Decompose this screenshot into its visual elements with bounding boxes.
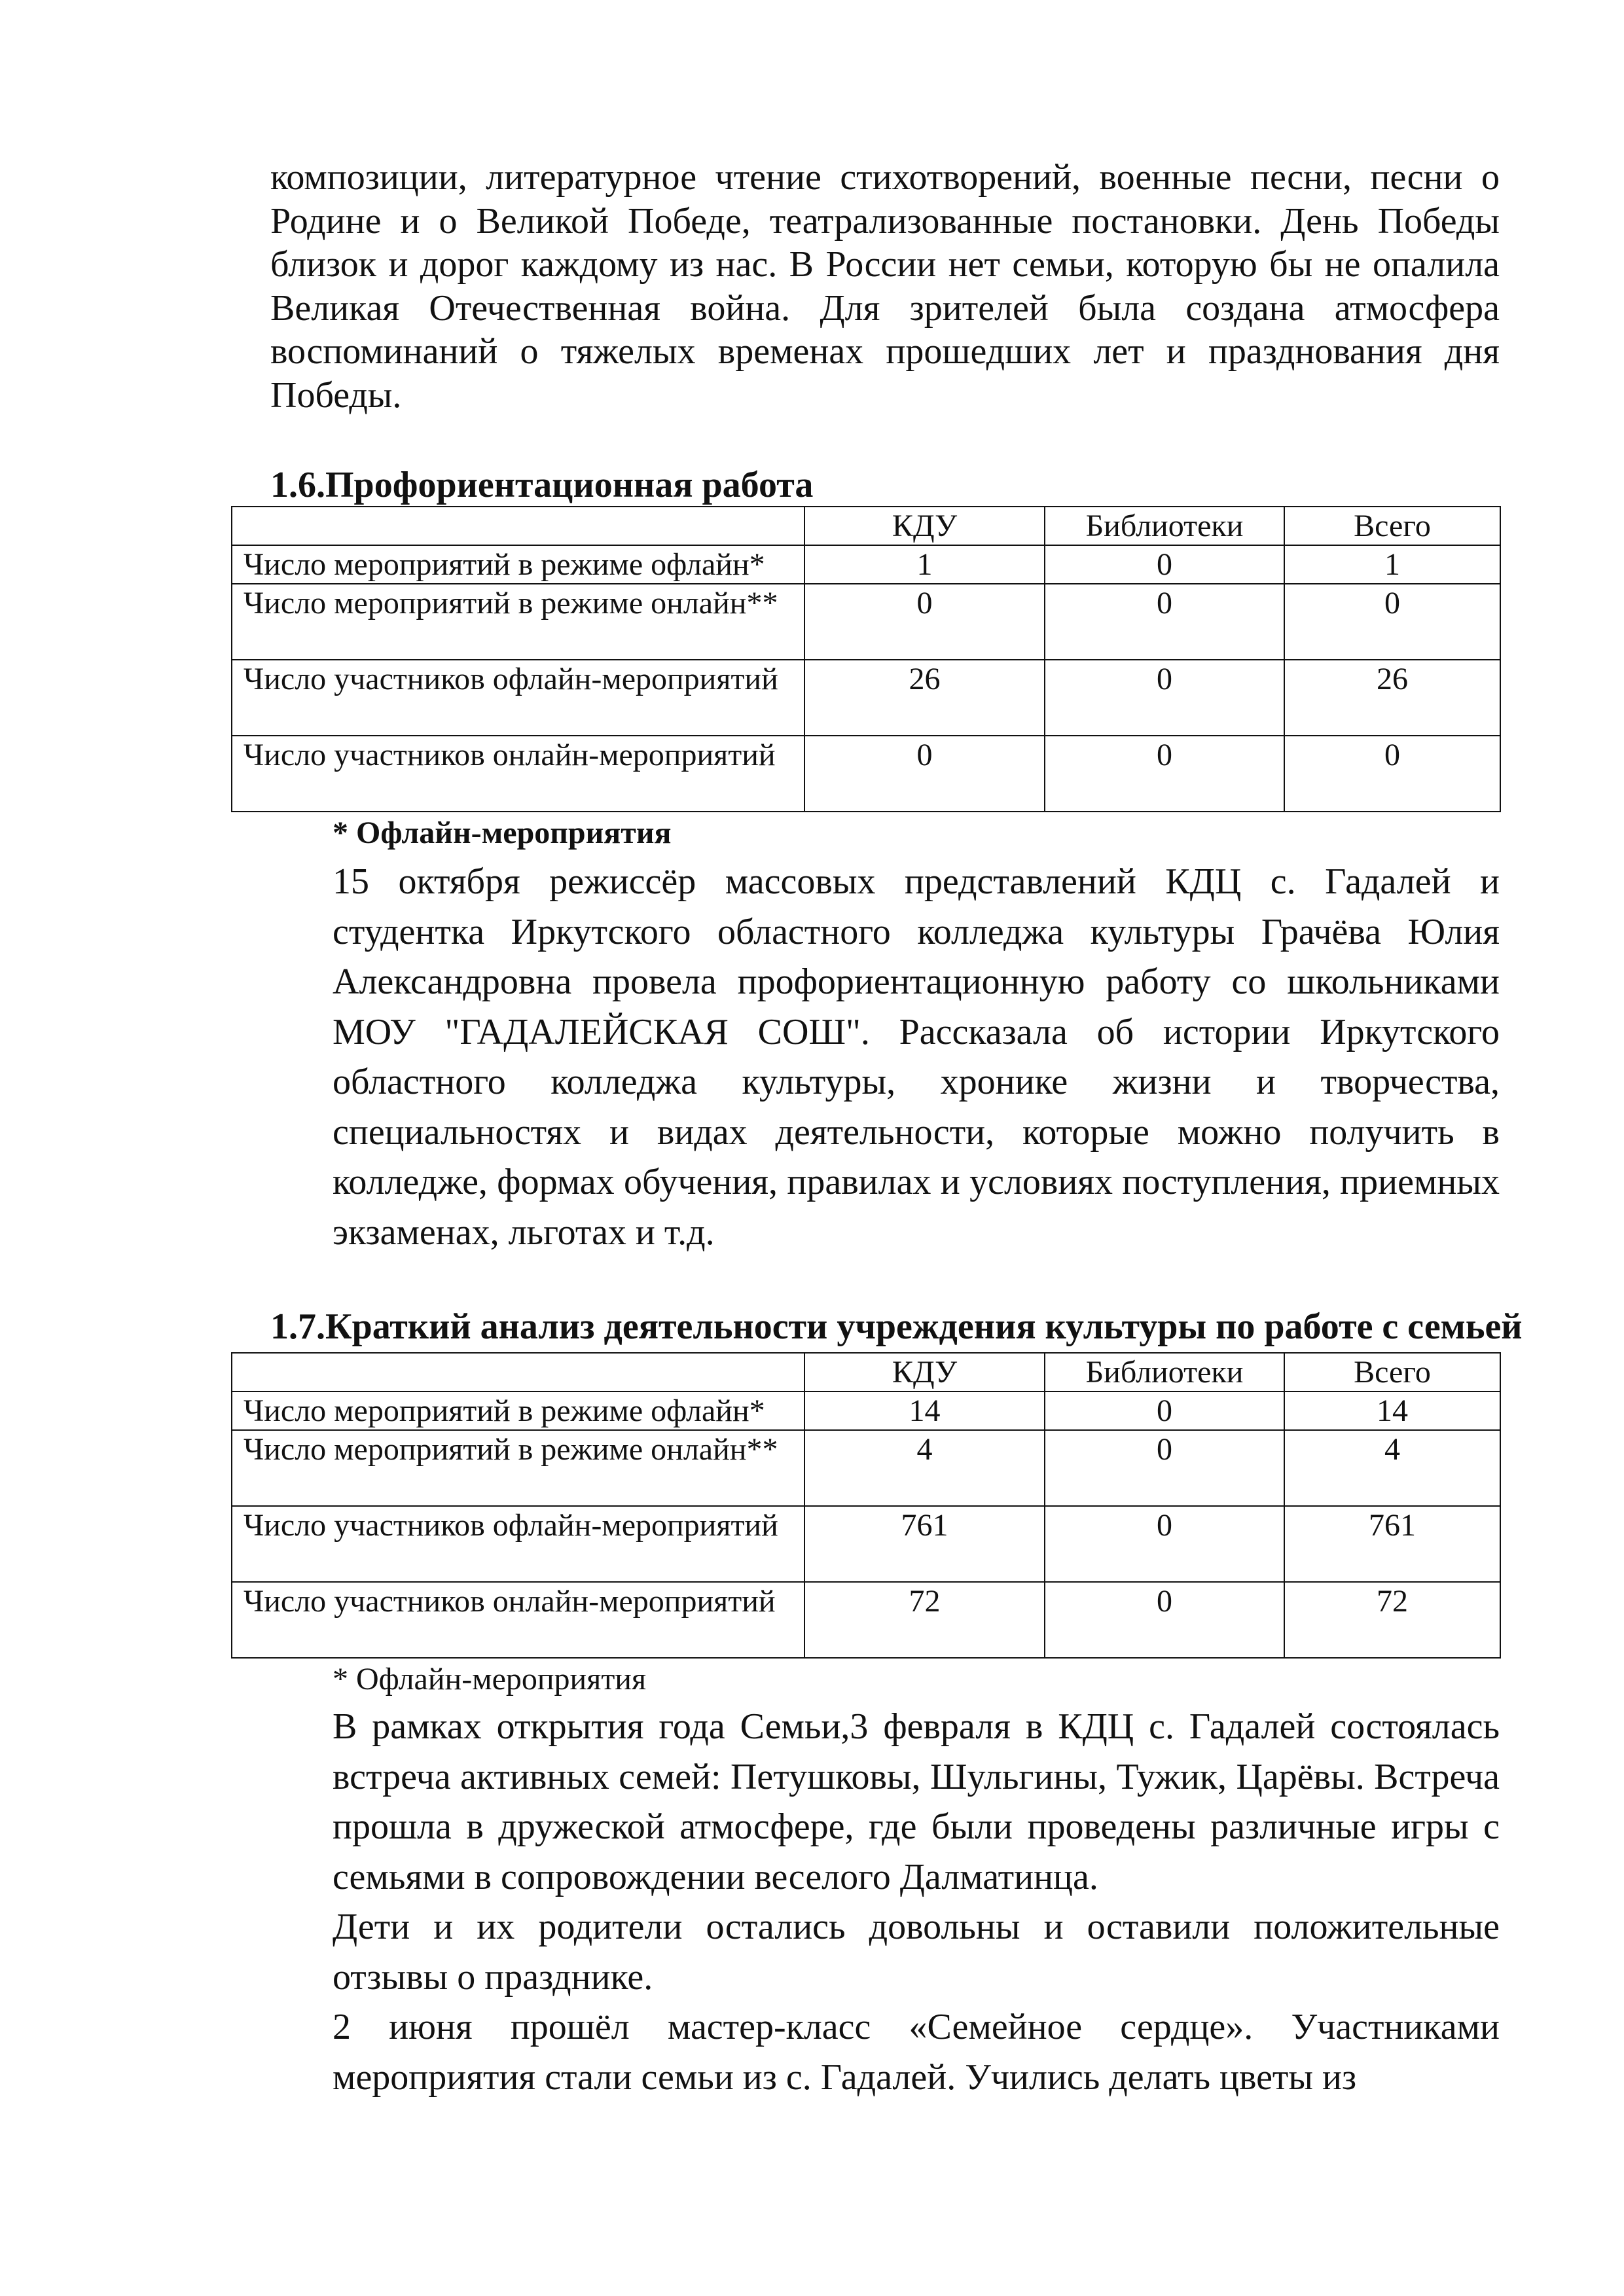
cell-kdu: 72 bbox=[804, 1582, 1045, 1658]
row-label: Число мероприятий в режиме офлайн* bbox=[232, 1391, 804, 1430]
table-row bbox=[232, 584, 1500, 660]
header-cell-total: Всего bbox=[1284, 1353, 1500, 1391]
body-paragraph: Дети и их родители остались довольны и оставили положительные отзывы о празднике. bbox=[333, 1907, 1500, 1998]
table-header-row bbox=[232, 1353, 1500, 1391]
table-row bbox=[232, 1430, 1500, 1506]
cell-total: 4 bbox=[1284, 1430, 1500, 1506]
row-label: Число мероприятий в режиме онлайн** bbox=[232, 584, 804, 660]
row-label: Число участников онлайн-мероприятий bbox=[232, 736, 804, 812]
cell-libraries: 0 bbox=[1045, 1582, 1284, 1658]
header-cell-libraries: Библиотеки bbox=[1045, 1353, 1284, 1391]
cell-total: 0 bbox=[1284, 584, 1500, 660]
cell-libraries: 0 bbox=[1045, 545, 1284, 584]
table-footnote-1-7: * Офлайн-мероприятия bbox=[333, 1662, 647, 1696]
header-cell-empty bbox=[232, 1353, 804, 1391]
cell-total: 761 bbox=[1284, 1506, 1500, 1582]
row-label: Число мероприятий в режиме онлайн** bbox=[232, 1430, 804, 1506]
cell-libraries: 0 bbox=[1045, 584, 1284, 660]
row-label: Число мероприятий в режиме офлайн* bbox=[232, 545, 804, 584]
table-row bbox=[232, 1506, 1500, 1582]
body-text: 15 октября режиссёр массовых представлений КДЦ с. Гадалей и студентка Иркутского областного колледжа культуры Грачёва Юлия Александровна провела профориентационную работу со школьниками МОУ "ГАДАЛЕЙСКАЯ СОШ". Рассказала об истории Иркутского областного колледжа культуры, хронике жизни и творчества, специальностях и видах деятельности, которые можно получить в колледже, формах обучения, правилах и условиях поступления, приемных экзаменах, льготах и т.д. bbox=[333, 861, 1500, 1253]
cell-total: 1 bbox=[1284, 545, 1500, 584]
table-row bbox=[232, 1391, 1500, 1430]
table-row bbox=[232, 1582, 1500, 1658]
table-header-row bbox=[232, 507, 1500, 545]
row-label: Число участников офлайн-мероприятий bbox=[232, 660, 804, 736]
cell-kdu: 14 bbox=[804, 1391, 1045, 1430]
table-row bbox=[232, 660, 1500, 736]
table-family-work bbox=[231, 1352, 1501, 1659]
header-cell-libraries: Библиотеки bbox=[1045, 507, 1284, 545]
section-heading-1-6: 1.6.Профориентационная работа bbox=[270, 465, 814, 505]
header-cell-kdu: КДУ bbox=[804, 507, 1045, 545]
cell-kdu: 761 bbox=[804, 1506, 1045, 1582]
family-work-description bbox=[333, 1702, 1500, 2102]
body-paragraph: 2 июня прошёл мастер-класс «Семейное сердце». Участниками мероприятия стали семьи из с. Гадалей. Учились делать цветы из bbox=[333, 2007, 1500, 2098]
cell-total: 72 bbox=[1284, 1582, 1500, 1658]
career-guidance-description bbox=[333, 857, 1500, 1257]
cell-kdu: 4 bbox=[804, 1430, 1045, 1506]
row-label: Число участников офлайн-мероприятий bbox=[232, 1506, 804, 1582]
intro-text: композиции, литературное чтение стихотворений, военные песни, песни о Родине и о Великой Победе, театрализованные постановки. День Победы близок и дорог каждому из нас. В России нет семьи, которую бы не опалила Великая Отечественная война. Для зрителей была создана атмосфера воспоминаний о тяжелых временах прошедших лет и празднования дня Победы. bbox=[270, 157, 1500, 416]
cell-libraries: 0 bbox=[1045, 1430, 1284, 1506]
cell-total: 26 bbox=[1284, 660, 1500, 736]
header-cell-empty bbox=[232, 507, 804, 545]
row-label: Число участников онлайн-мероприятий bbox=[232, 1582, 804, 1658]
table-row bbox=[232, 545, 1500, 584]
cell-kdu: 1 bbox=[804, 545, 1045, 584]
header-cell-kdu: КДУ bbox=[804, 1353, 1045, 1391]
cell-total: 0 bbox=[1284, 736, 1500, 812]
table-career-guidance bbox=[231, 506, 1501, 812]
body-paragraph: В рамках открытия года Семьи,3 февраля в КДЦ с. Гадалей состоялась встреча активных семей: Петушковы, Шульгины, Тужик, Царёвы. Встреча прошла в дружеской атмосфере, где были проведены различные игры с семьями в сопровождении веселого Далматинца. bbox=[333, 1706, 1500, 1897]
table-row bbox=[232, 736, 1500, 812]
cell-kdu: 0 bbox=[804, 584, 1045, 660]
cell-libraries: 0 bbox=[1045, 1391, 1284, 1430]
table-footnote-1-6: * Офлайн-мероприятия bbox=[333, 816, 672, 850]
intro-paragraph bbox=[270, 156, 1500, 417]
cell-libraries: 0 bbox=[1045, 1506, 1284, 1582]
cell-libraries: 0 bbox=[1045, 736, 1284, 812]
cell-kdu: 0 bbox=[804, 736, 1045, 812]
section-heading-1-7: 1.7.Краткий анализ деятельности учреждения культуры по работе с семьей bbox=[270, 1306, 1523, 1347]
cell-kdu: 26 bbox=[804, 660, 1045, 736]
cell-libraries: 0 bbox=[1045, 660, 1284, 736]
header-cell-total: Всего bbox=[1284, 507, 1500, 545]
cell-total: 14 bbox=[1284, 1391, 1500, 1430]
